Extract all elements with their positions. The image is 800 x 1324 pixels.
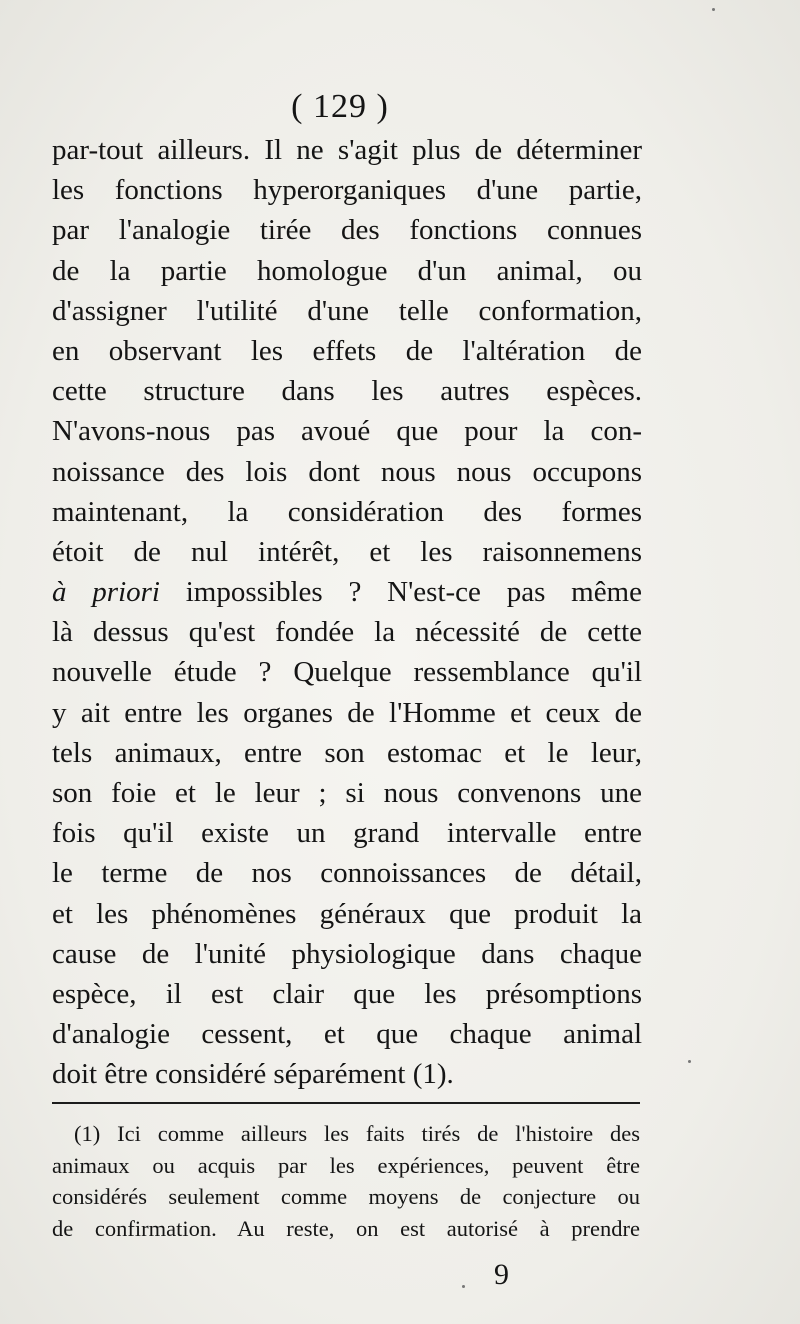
- ink-speck: [712, 8, 715, 11]
- text-line: N'avons-nous pas avoué que pour la con-: [52, 415, 642, 448]
- text-line: maintenant, la considération des formes: [52, 495, 642, 528]
- text-line: d'analogie cessent, et que chaque animal: [52, 1018, 642, 1051]
- text-line: les fonctions hyperorganiques d'une partie,: [52, 174, 642, 207]
- text-line: cause de l'unité physiologique dans chaque: [52, 937, 642, 970]
- footnote-line: (1) Ici comme ailleurs les faits tirés de l'histoire des: [74, 1121, 640, 1146]
- signature-mark: 9: [494, 1258, 509, 1291]
- text-line: de la partie homologue d'un animal, ou: [52, 254, 642, 287]
- text-line: d'assigner l'utilité d'une telle conformation,: [52, 294, 642, 327]
- ink-speck: [462, 1285, 465, 1288]
- footnote: [52, 1118, 640, 1244]
- text-line: cette structure dans les autres espèces.: [52, 375, 642, 408]
- text-line: espèce, il est clair que les présomptions: [52, 977, 642, 1010]
- text-run: impossibles ? N'est-ce pas même: [159, 576, 642, 609]
- body-text: [52, 130, 642, 1095]
- text-line: par l'analogie tirée des fonctions connues: [52, 214, 642, 247]
- text-line: étoit de nul intérêt, et les raisonnemens: [52, 535, 642, 568]
- page-number: ( 129 ): [291, 88, 389, 125]
- text-line: son foie et le leur ; si nous convenons une: [52, 777, 642, 809]
- text-line: le terme de nos connoissances de détail,: [52, 857, 642, 890]
- text-line: noissance des lois dont nous nous occupons: [52, 455, 642, 488]
- text-line: fois qu'il existe un grand intervalle entre: [52, 817, 642, 850]
- text-line: en observant les effets de l'altération de: [52, 334, 642, 367]
- text-line: tels animaux, entre son estomac et le leur,: [52, 736, 642, 769]
- footnote-line: de confirmation. Au reste, on est autorisé à prendre: [52, 1215, 640, 1241]
- footnote-line: considérés seulement comme moyens de conjecture ou: [52, 1184, 640, 1209]
- footnote-line: animaux ou acquis par les expériences, peuvent être: [52, 1152, 640, 1178]
- footnote-separator: [52, 1102, 640, 1104]
- text-line: et les phénomènes généraux que produit la: [52, 897, 642, 930]
- text-line-with-italic: [52, 572, 642, 612]
- text-line: y ait entre les organes de l'Homme et ceux de: [52, 696, 642, 729]
- italic-phrase: à priori: [52, 576, 160, 609]
- text-line: là dessus qu'est fondée la nécessité de cette: [52, 616, 642, 649]
- text-line: nouvelle étude ? Quelque ressemblance qu'il: [52, 656, 642, 689]
- ink-speck: [688, 1060, 691, 1063]
- text-line: doit être considéré séparément (1).: [52, 1058, 454, 1091]
- text-line: par-tout ailleurs. Il ne s'agit plus de déterminer: [52, 134, 642, 166]
